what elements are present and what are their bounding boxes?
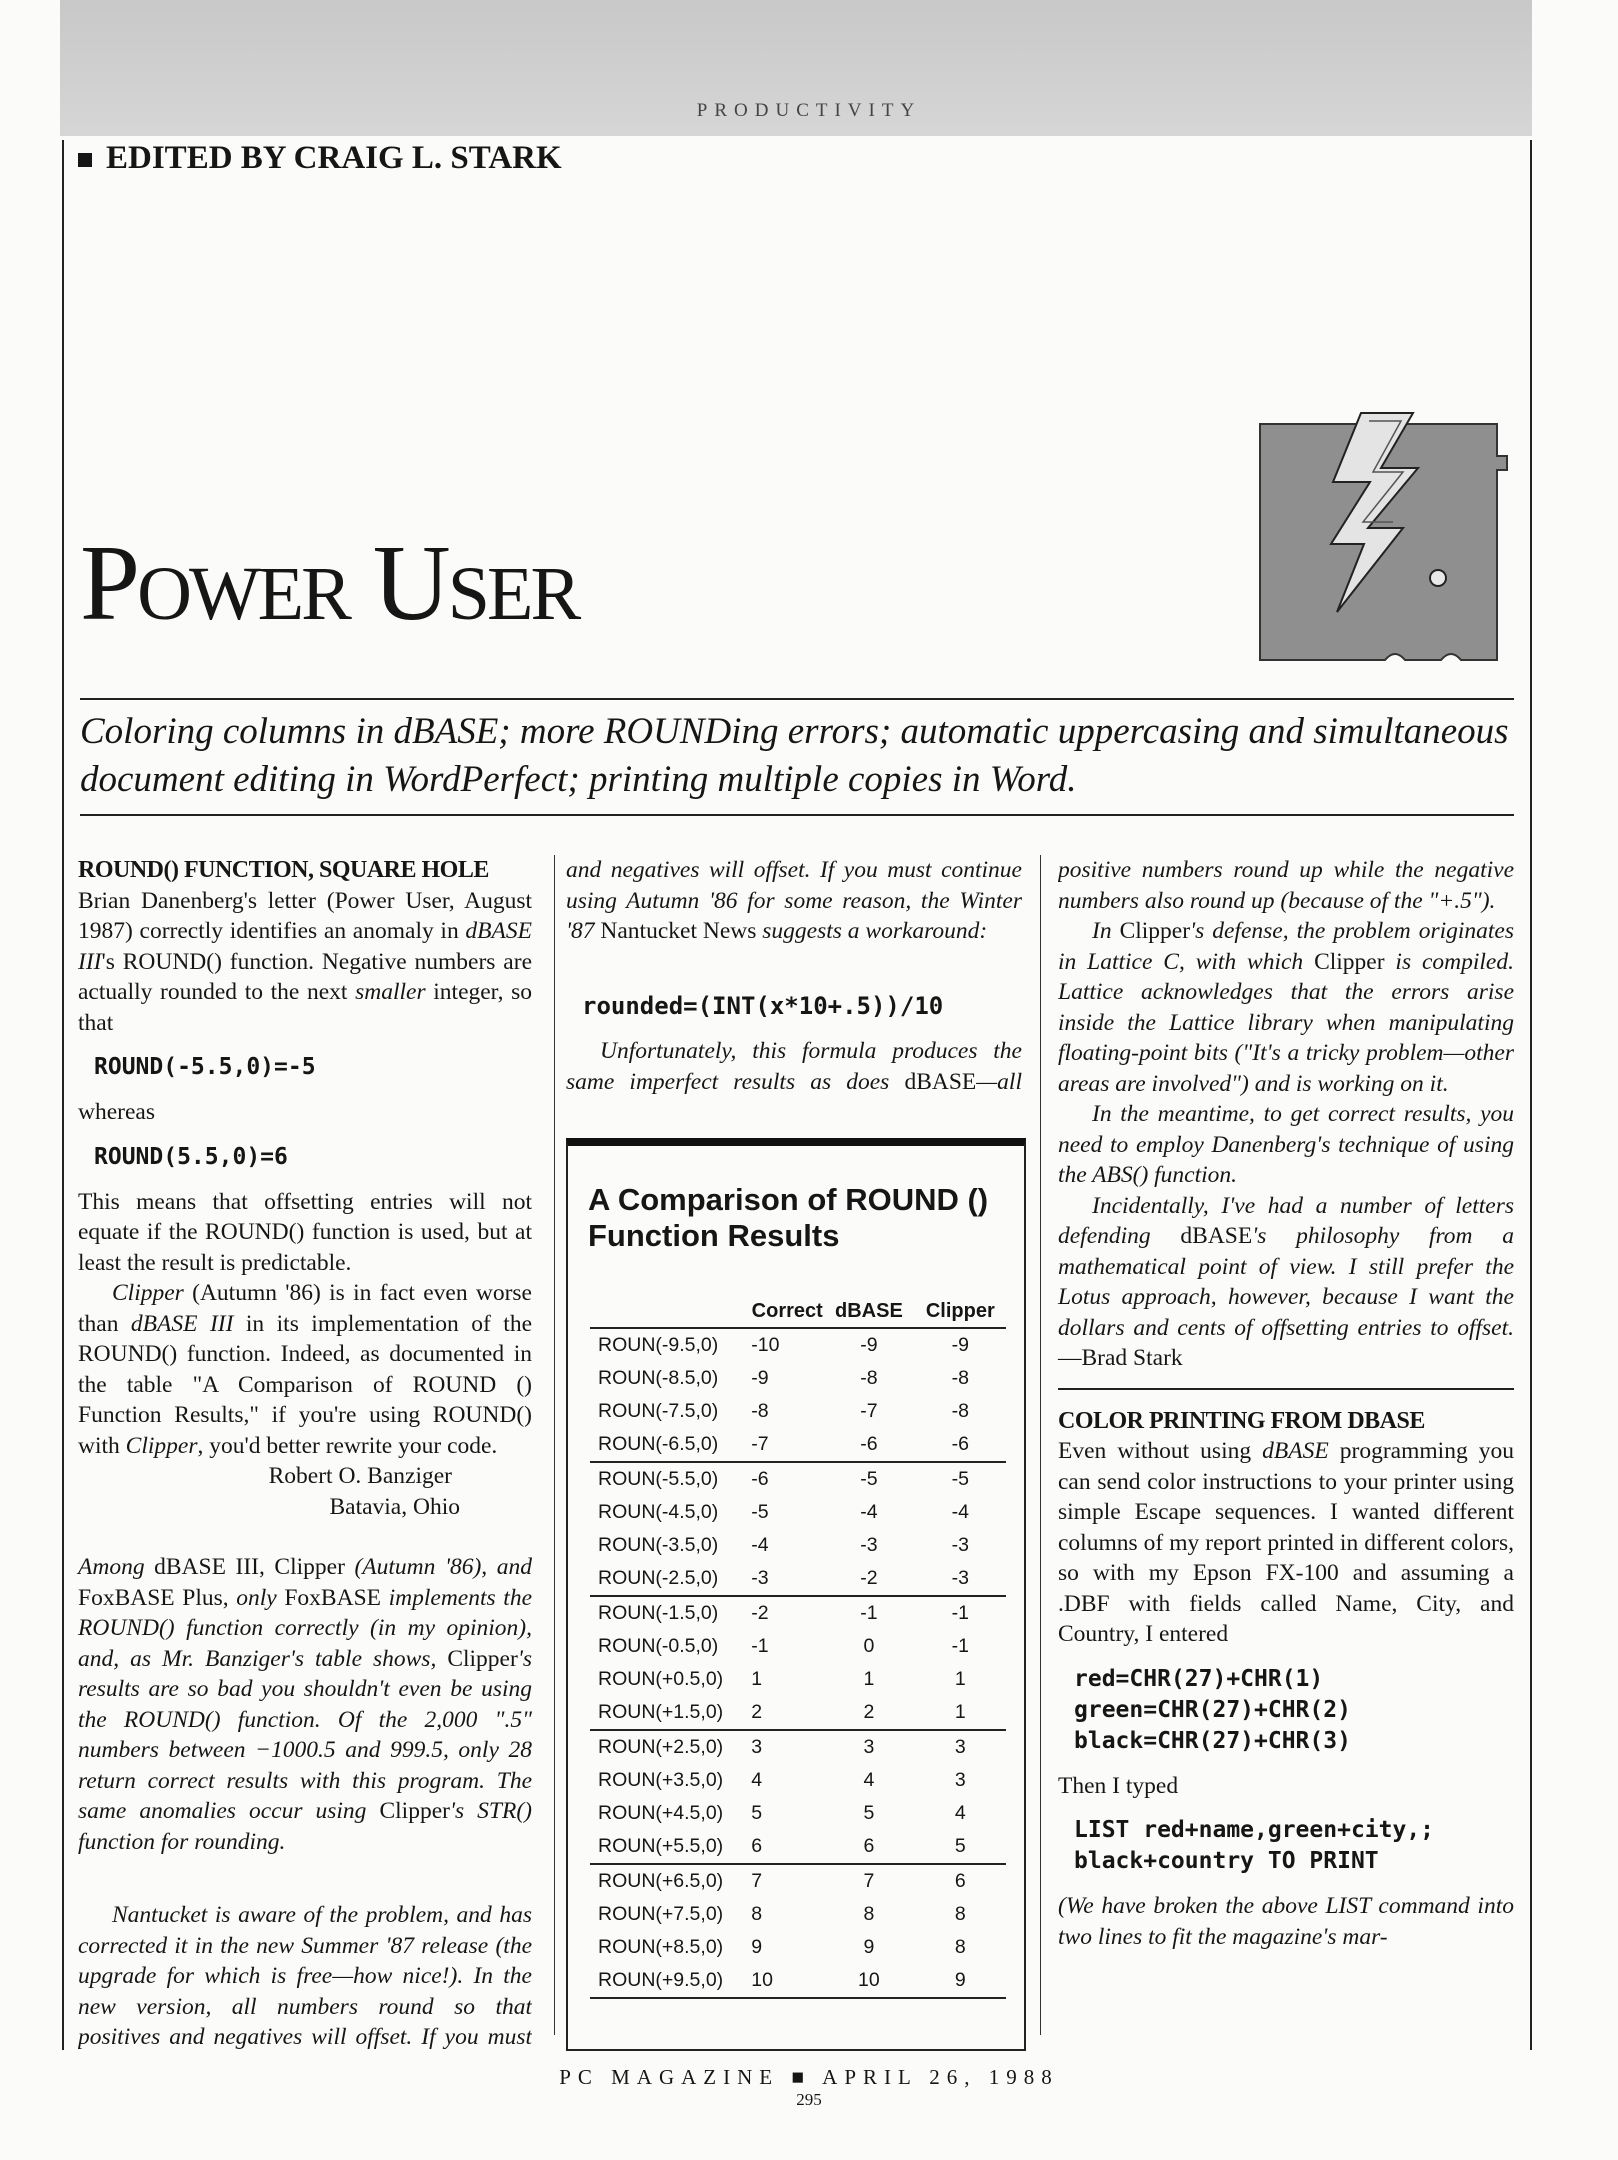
letter-paragraph-3: Clipper (Autumn '86) is in fact even worse than dBASE III in its implementation of the ROUND() function. Indeed, as documented in the table "A Comparison of ROUND () Function Results," if you're using ROUND() with Clipper, you'd better rewrite your code. [78,1280,532,1459]
table-cell-function: ROUN(+8.5,0) [598,1936,724,1958]
table-cell-correct: 6 [751,1830,823,1864]
table-cell-function: ROUN(-8.5,0) [598,1367,719,1389]
table-cell-function: ROUN(-1.5,0) [598,1602,719,1624]
table-cell-function: ROUN(+5.5,0) [590,1830,751,1864]
table-cell-function: ROUN(+3.5,0) [598,1769,724,1791]
comparison-table-box [566,1138,1026,2051]
table-cell-correct: 8 [751,1903,763,1925]
code-color-escapes: red=CHR(27)+CHR(1) green=CHR(27)+CHR(2) black=CHR(27)+CHR(3) [1074,1665,1351,1754]
table-cell-dbase: 9 [863,1936,875,1958]
deck-rule [80,814,1514,816]
table-cell-clipper: 9 [915,1964,1006,1998]
table-cell-clipper: -6 [915,1428,1006,1462]
table-row [590,1496,1006,1529]
reply-paragraph-2-col2: and negatives will offset. If you must continue using Autumn '86 for some reason, the Winter '87 Nantucket News suggests a workaround: [566,857,1022,944]
table-row [590,1630,1006,1663]
table-cell-dbase: 7 [863,1870,875,1892]
table-cell-dbase: 5 [863,1802,875,1824]
reply-paragraph-6: Incidentally, I've had a number of letters defending dBASE's philosophy from a mathematical point of view. I still prefer the Lotus approach, however, because I want the dollars and cents of offsetting entries to offset.—Brad Stark [1058,1192,1515,1371]
table-cell-clipper: 1 [954,1668,966,1690]
lightning-bolt-icon [1255,410,1515,670]
table-cell-function: ROUN(+7.5,0) [598,1903,724,1925]
table-cell-function: ROUN(+1.5,0) [590,1696,751,1730]
footer-publication: PC MAGAZINE ■ APRIL 26, 1988 [559,2065,1059,2089]
table-cell-clipper: 4 [954,1802,966,1824]
table-row [590,1596,1006,1630]
table-row [590,1830,1006,1864]
table-cell-clipper: 8 [954,1936,966,1958]
table-cell-correct: 2 [751,1696,823,1730]
table-cell-function: ROUN(+0.5,0) [598,1668,724,1690]
table-cell-correct: -3 [751,1562,823,1596]
reply-paragraph-3-col3: positive numbers round up while the negative numbers also round up (because of the "+.5"). In Clipper's defense, the problem originates in Lattice C, with which Clipper is compiled. Lattice acknowledges that the errors arise inside the Lattice library when manipulating floating-point bits ("It's a tricky problem—other areas are involved") and is working on it. [1058,857,1514,1097]
table-cell-correct: -9 [751,1367,769,1389]
table-cell-function: ROUN(-2.5,0) [590,1562,751,1596]
table-cell-clipper: -1 [951,1635,969,1657]
table-cell-correct: -6 [751,1468,769,1490]
table-cell-dbase: 4 [863,1769,875,1791]
table-cell-correct: 1 [751,1668,763,1690]
table-row [590,1362,1006,1395]
column-divider-2 [1040,855,1041,2035]
table-row [590,1864,1006,1898]
table-cell-dbase: -9 [860,1334,878,1356]
deck-subtitle: Coloring columns in dBASE; more ROUNDing errors; automatic uppercasing and simultaneous document editing in WordPerfect; printing multiple copies in Word. [80,711,1509,800]
table-cell-dbase: -4 [860,1501,878,1523]
table-cell-correct: -4 [751,1534,769,1556]
code-workaround: rounded=(INT(x*10+.5))/10 [582,992,944,1020]
table-cell-clipper: -8 [951,1400,969,1422]
column-2 [566,855,1022,1097]
table-cell-clipper: 8 [954,1903,966,1925]
table-cell-clipper: 1 [915,1696,1006,1730]
table-row [590,1797,1006,1830]
table-cell-clipper: -8 [951,1367,969,1389]
table-cell-correct: 5 [751,1802,763,1824]
table-header-dbase: dBASE [823,1300,914,1328]
table-cell-dbase: -7 [860,1400,878,1422]
table-cell-dbase: -5 [860,1468,878,1490]
table-cell-correct: -1 [751,1635,769,1657]
table-cell-function: ROUN(+2.5,0) [598,1736,724,1758]
table-title: A Comparison of ROUND () Function Results [588,1182,989,1253]
column-1 [78,855,532,1887]
table-row [590,1764,1006,1797]
table-cell-dbase: 1 [863,1668,875,1690]
frame-left-rule [62,140,64,2050]
title-rule [80,698,1514,700]
table-cell-dbase: 2 [823,1696,914,1730]
table-row [590,1428,1006,1462]
table-cell-correct: -2 [751,1602,769,1624]
table-cell-function: ROUN(-5.5,0) [598,1468,719,1490]
editor-note: (We have broken the above LIST command into two lines to fit the magazine's mar- [1058,1893,1514,1950]
column-3 [1058,855,1514,1952]
table-body [590,1328,1006,1998]
frame-right-rule [1530,140,1532,2050]
bullet-icon [78,153,92,167]
editor-text: EDITED BY CRAIG L. STARK [106,140,562,176]
table-cell-correct: 4 [751,1769,763,1791]
table-cell-function: ROUN(-6.5,0) [590,1428,751,1462]
article-heading-round: ROUND() FUNCTION, SQUARE HOLE [78,857,489,883]
table-cell-correct: 7 [751,1870,763,1892]
table-row [590,1696,1006,1730]
reply-paragraph-1: Among dBASE III, Clipper (Autumn '86), and FoxBASE Plus, only FoxBASE implements the ROUND() function correctly (in my opinion), and, as Mr. Banziger's table shows, Clipper's results are so bad you shouldn't even be using the ROUND() function. Of the 2,000 ".5" numbers between −1000.5 and 999.5, only 28 return correct results with this program. The same anomalies occur using Clipper's STR() function for rounding. [78,1554,532,1855]
article-heading-color: COLOR PRINTING FROM DBASE [1058,1407,1425,1434]
table-cell-function: ROUN(+9.5,0) [590,1964,751,1998]
whereas-text: whereas [78,1099,155,1125]
page-title: Power User [80,524,579,643]
table-cell-function: ROUN(-0.5,0) [598,1635,719,1657]
reply-paragraph-5: In the meantime, to get correct results, you need to employ Danenberg's technique of using the ABS() function. [1058,1101,1514,1188]
table-row [590,1898,1006,1931]
table-cell-clipper: -1 [951,1602,969,1624]
table-cell-correct: 9 [751,1936,763,1958]
table-cell-correct: -7 [751,1428,823,1462]
table-cell-clipper: 3 [954,1736,966,1758]
letter-paragraph-1: Brian Danenberg's letter (Power User, August 1987) correctly identifies an anomaly in dBASE III's ROUND() function. Negative numbers are actually rounded to the next smaller integer, so that [78,887,532,1036]
table-cell-function: ROUN(-4.5,0) [598,1501,719,1523]
section-label: PRODUCTIVITY [696,100,922,121]
table-cell-correct: -10 [751,1334,780,1356]
table-row [590,1395,1006,1428]
table-header-correct: Correct [751,1300,823,1328]
table-cell-clipper: 3 [954,1769,966,1791]
table-cell-correct: 3 [751,1736,763,1758]
table-cell-clipper: -9 [951,1334,969,1356]
table-cell-function: ROUN(+4.5,0) [598,1802,724,1824]
table-row [590,1730,1006,1764]
signature-name: Robert O. Banziger [268,1463,452,1489]
table-header-clipper: Clipper [915,1300,1006,1328]
code-round-positive: ROUND(5.5,0)=6 [94,1143,288,1170]
table-cell-correct: 10 [751,1964,823,1998]
table-cell-correct: -5 [751,1501,769,1523]
table-cell-dbase: -3 [860,1534,878,1556]
table-cell-dbase: 10 [823,1964,914,1998]
code-round-negative: ROUND(-5.5,0)=-5 [94,1054,316,1080]
table-row [590,1462,1006,1496]
table-header-function [590,1300,751,1328]
table-cell-function: ROUN(+6.5,0) [598,1870,724,1892]
table-cell-dbase: 0 [863,1635,875,1657]
table-cell-dbase: 6 [823,1830,914,1864]
table-cell-dbase: -8 [860,1367,878,1389]
signature-place: Batavia, Ohio [329,1493,460,1520]
table-cell-function: ROUN(-3.5,0) [598,1534,719,1556]
letter-paragraph-2: This means that offsetting entries will not equate if the ROUND() function is used, but at least the result is predictable. [78,1188,532,1276]
table-cell-clipper: -4 [951,1501,969,1523]
table-cell-clipper: -3 [951,1534,969,1556]
table-row [590,1663,1006,1696]
table-cell-dbase: 8 [863,1903,875,1925]
table-cell-clipper: 6 [954,1870,966,1892]
column-divider-1 [554,855,555,2035]
table-row [590,1529,1006,1562]
page-number: 295 [796,2090,822,2109]
table-row [590,1562,1006,1596]
comparison-table [590,1300,1006,1999]
reply-paragraph-2-start [78,1857,532,1887]
reply-paragraph-3-col2: Unfortunately, this formula produces the same imperfect results as does dBASE—all [566,1038,1022,1095]
color-paragraph-1: Even without using dBASE programming you can send color instructions to your printer using simple Escape sequences. I wanted different columns of my report printed in different colors, so with my Epson FX-100 and assuming a .DBF with fields called Name, City, and Country, I entered [1058,1438,1514,1647]
table-cell-dbase: 3 [863,1736,875,1758]
table-cell-clipper: -3 [915,1562,1006,1596]
editor-credit [78,140,562,177]
table-cell-function: ROUN(-9.5,0) [598,1334,719,1356]
table-cell-clipper: 5 [915,1830,1006,1864]
table-cell-dbase: -6 [823,1428,914,1462]
table-cell-dbase: -2 [823,1562,914,1596]
code-list-command: LIST red+name,green+city,; black+country TO PRINT [1074,1817,1435,1874]
table-cell-clipper: -5 [951,1468,969,1490]
table-cell-function: ROUN(-7.5,0) [598,1400,719,1422]
table-cell-dbase: -1 [860,1602,878,1624]
table-row [590,1964,1006,1998]
reply-paragraph-2-col1: Nantucket is aware of the problem, and has corrected it in the new Summer '87 release (the upgrade for which is free—how nice!). In the new version, all numbers round so that positives and negatives will offset. If you must [78,1902,532,2050]
table-cell-correct: -8 [751,1400,769,1422]
table-row [590,1328,1006,1362]
then-typed-text: Then I typed [1058,1772,1179,1799]
table-row [590,1931,1006,1964]
article-separator-rule [1058,1388,1514,1390]
